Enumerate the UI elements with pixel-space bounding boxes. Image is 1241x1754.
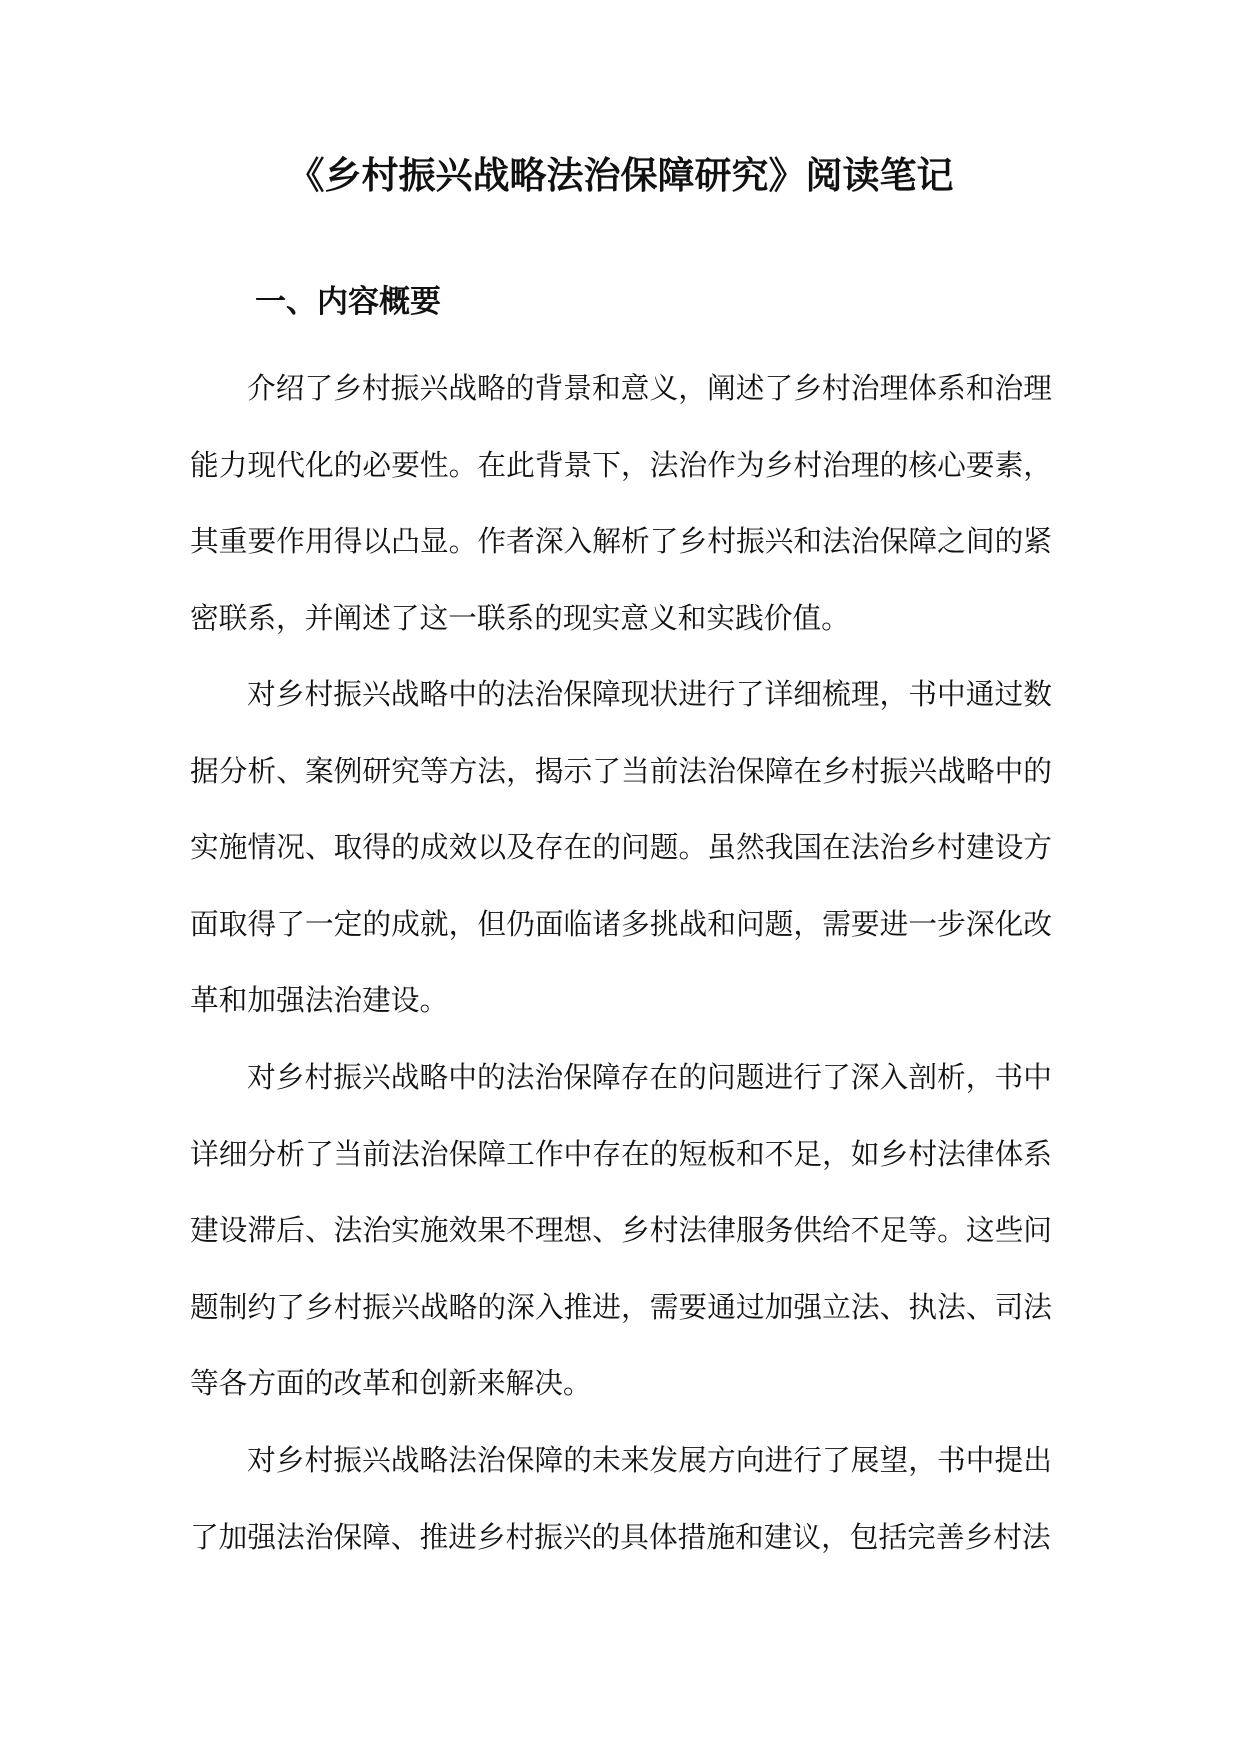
body-paragraph: 介绍了乡村振兴战略的背景和意义，阐述了乡村治理体系和治理能力现代化的必要性。在此背景下，法治作为乡村治理的核心要素，其重要作用得以凸显。作者深入解析了乡村振兴和法治保障之间的紧密联系，并阐述了这一联系的现实意义和实践价值。 xyxy=(190,371,1052,635)
document-title: 《乡村振兴战略法治保障研究》阅读笔记 xyxy=(287,153,954,197)
body-paragraph: 对乡村振兴战略中的法治保障现状进行了详细梳理，书中通过数据分析、案例研究等方法，揭示了当前法治保障在乡村振兴战略中的实施情况、取得的成效以及存在的问题。虽然我国在法治乡村建设方面取得了一定的成就，但仍面临诸多挑战和问题，需要进一步深化改革和加强法治建设。 xyxy=(190,677,1052,1017)
section-heading: 一、内容概要 xyxy=(255,284,441,320)
body-paragraph: 对乡村振兴战略中的法治保障存在的问题进行了深入剖析，书中详细分析了当前法治保障工作中存在的短板和不足，如乡村法律体系建设滞后、法治实施效果不理想、乡村法律服务供给不足等。这些问题制约了乡村振兴战略的深入推进，需要通过加强立法、执法、司法等各方面的改革和创新来解决。 xyxy=(190,1060,1052,1400)
body-paragraph: 对乡村振兴战略法治保障的未来发展方向进行了展望，书中提出了加强法治保障、推进乡村振兴的具体措施和建议，包括完善乡村法 xyxy=(190,1443,1052,1554)
